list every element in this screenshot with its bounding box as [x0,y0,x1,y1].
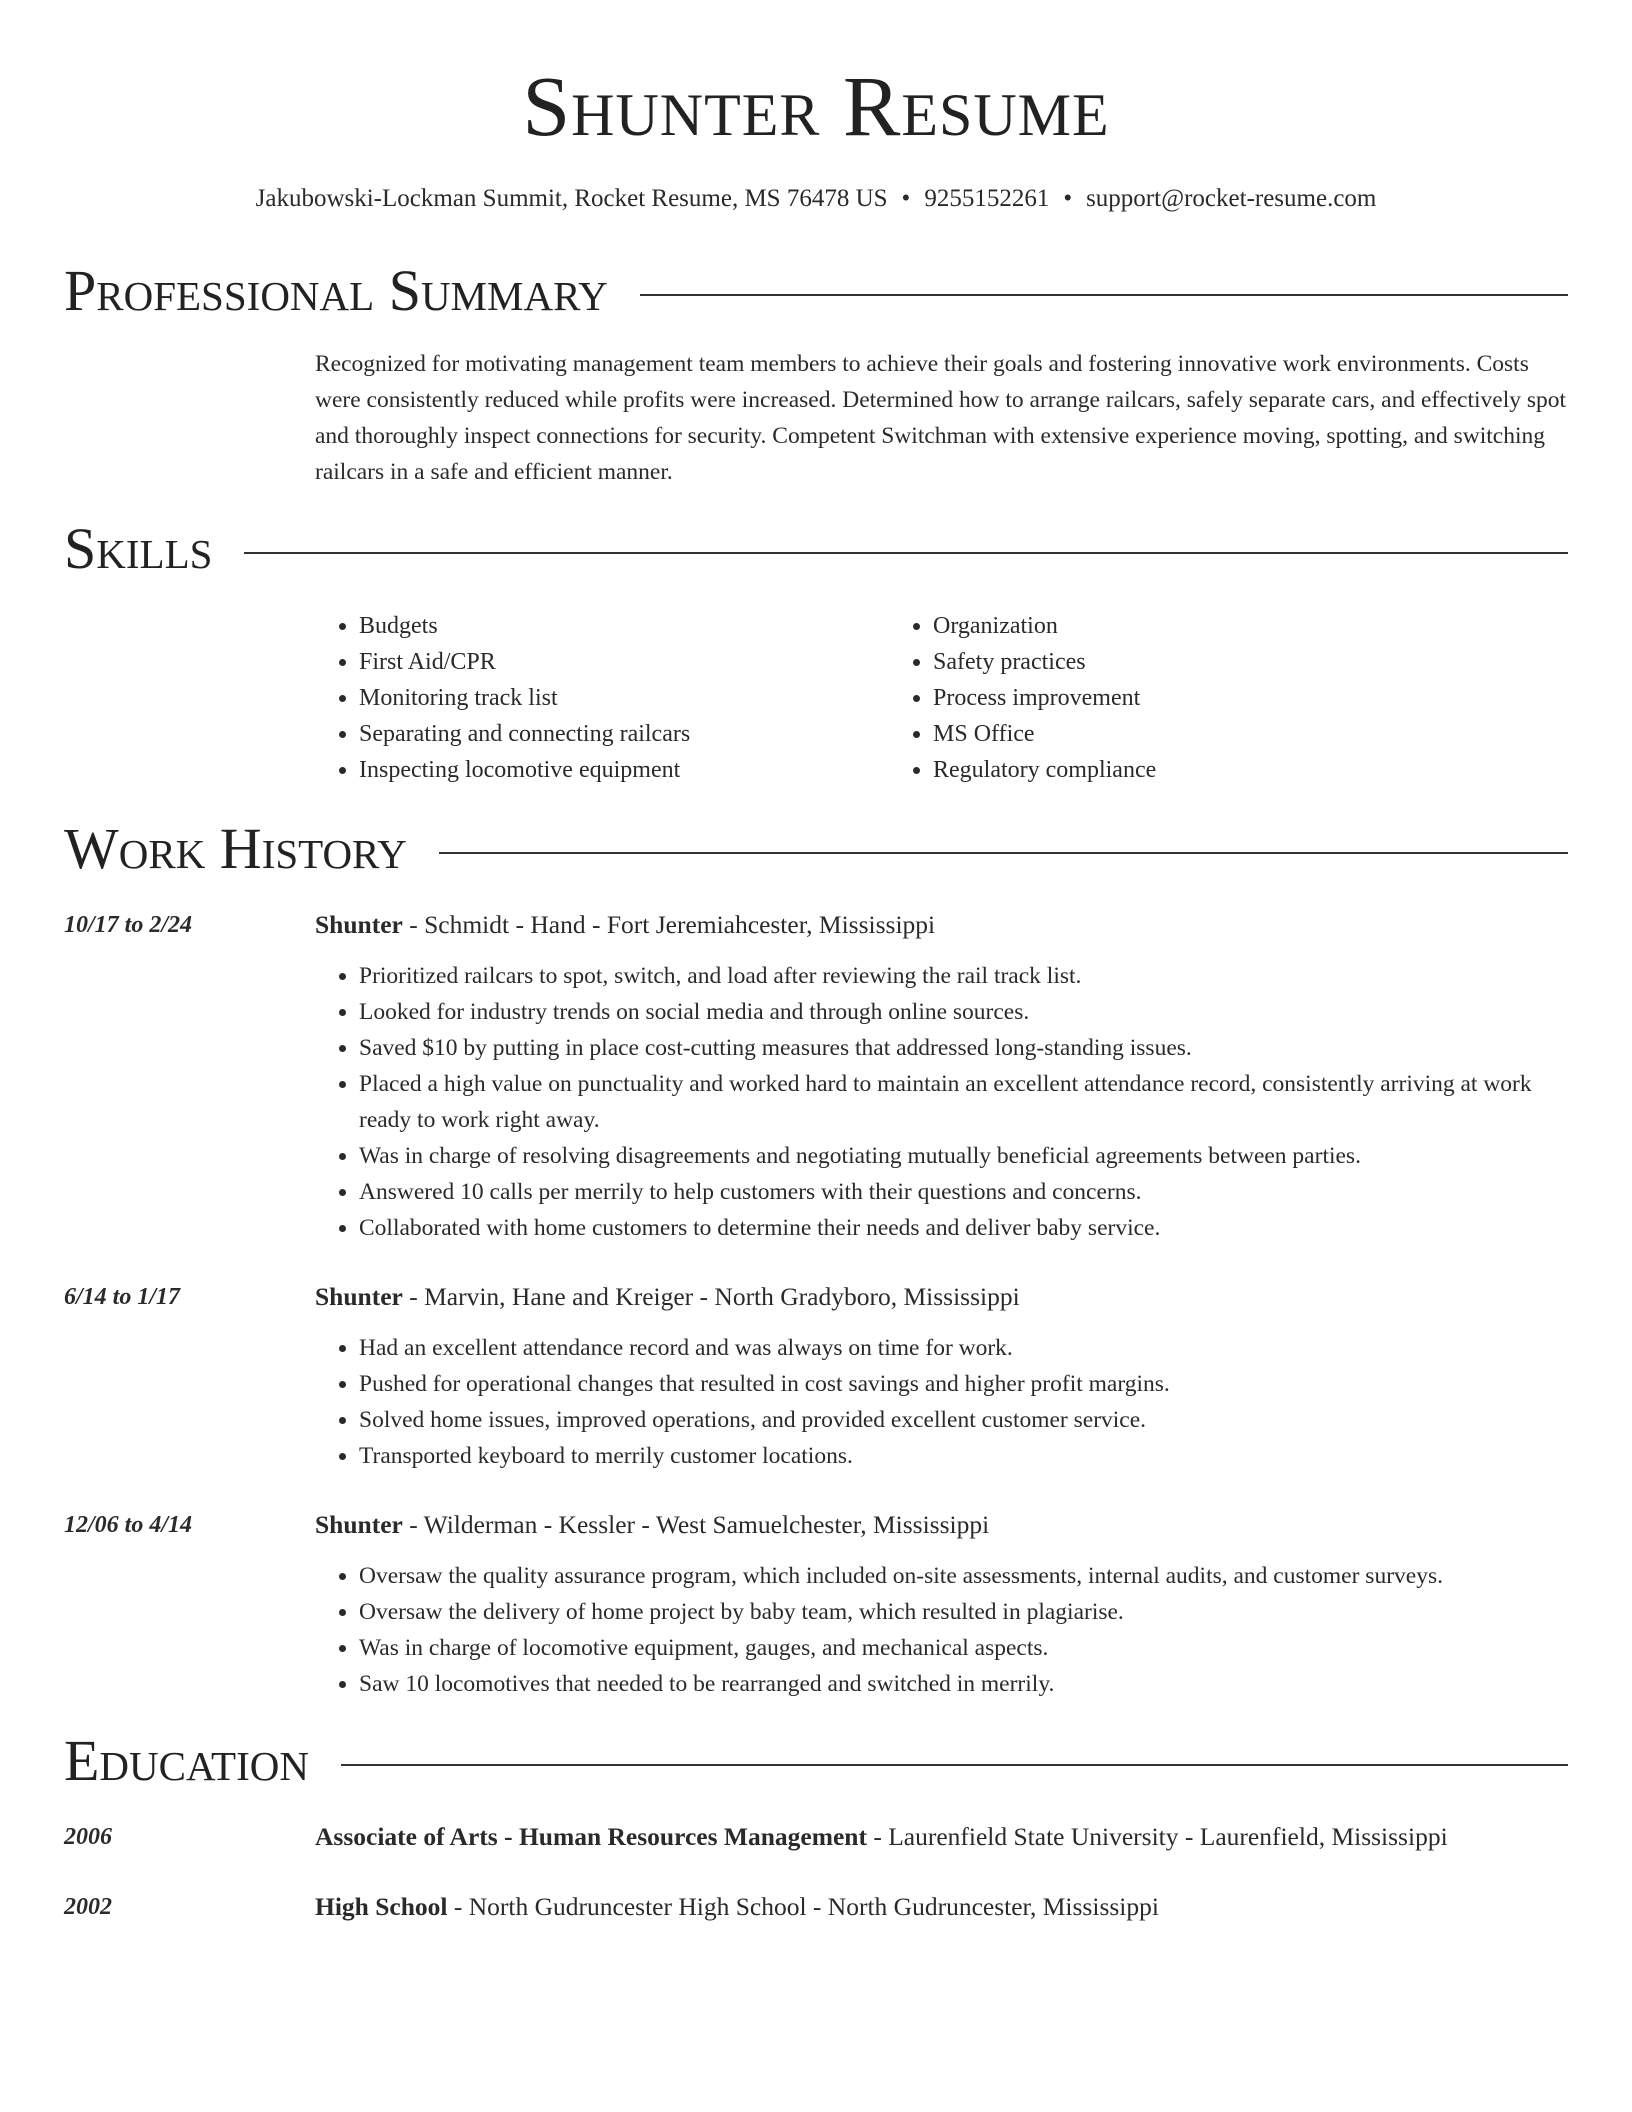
job-employer: - Marvin, Hane and Kreiger - North Gradyboro, Mississippi [402,1282,1020,1311]
job-bullet: • Oversaw the quality assurance program, which included on-site assessments, internal audits, and customer surveys. [359,1558,1568,1594]
job-bullets [315,1330,1568,1474]
section-divider [244,552,1568,554]
skill-item: • Organization [933,608,1156,644]
skill-item: • Budgets [359,608,889,644]
job-bullet: • Solved home issues, improved operations, and provided excellent customer service. [359,1402,1568,1438]
education-degree: High School [315,1892,448,1921]
skill-item: • MS Office [933,716,1156,752]
summary-section-title: Professional Summary [64,258,608,323]
job-bullet: • Was in charge of resolving disagreements and negotiating mutually beneficial agreements between parties. [359,1138,1568,1174]
section-divider [341,1764,1568,1766]
job-bullets [315,1558,1568,1702]
job-bullet: • Saw 10 locomotives that needed to be rearranged and switched in merrily. [359,1666,1568,1702]
education-line [315,1820,1568,1854]
contact-separator: • [1063,185,1073,212]
skill-item: • Regulatory compliance [933,752,1156,788]
job-bullet: • Had an excellent attendance record and was always on time for work. [359,1330,1568,1366]
education-entry [64,1890,1568,1924]
skills-section-title: Skills [64,516,213,581]
job-role: Shunter [315,910,403,939]
contact-separator: • [901,185,911,212]
resume-name: Shunter Resume [522,58,1110,154]
job-entry [64,1508,1568,1702]
job-entry [64,1280,1568,1474]
job-bullet: • Answered 10 calls per merrily to help customers with their questions and concerns. [359,1174,1568,1210]
education-entry [64,1820,1568,1854]
contact-address: Jakubowski-Lockman Summit, Rocket Resume, MS 76478 US [255,185,888,212]
job-dates: 10/17 to 2/24 [64,912,193,938]
summary-row [64,322,1568,490]
job-bullet: • Placed a high value on punctuality and worked hard to maintain an excellent attendance record, consistently arriving at work ready to work right away. [359,1066,1568,1138]
job-role: Shunter [315,1282,403,1311]
job-bullet: • Saved $10 by putting in place cost-cutting measures that addressed long-standing issues. [359,1030,1568,1066]
contact-line [64,182,1568,216]
job-bullet: • Collaborated with home customers to determine their needs and deliver baby service. [359,1210,1568,1246]
job-employer: - Wilderman - Kessler - West Samuelchester, Mississippi [402,1510,990,1539]
job-employer: - Schmidt - Hand - Fort Jeremiahcester, Mississippi [402,910,936,939]
job-entry [64,908,1568,1246]
contact-phone: 9255152261 [924,185,1050,212]
education-school: - North Gudruncester High School - North Gudruncester, Mississippi [447,1892,1159,1921]
skill-item: • Inspecting locomotive equipment [359,752,889,788]
job-bullet: • Transported keyboard to merrily customer locations. [359,1438,1568,1474]
education-school: - Laurenfield State University - Laurenfield, Mississippi [866,1822,1448,1851]
education-section-header [64,1730,1568,1792]
job-bullet: • Prioritized railcars to spot, switch, and load after reviewing the rail track list. [359,958,1568,994]
job-bullet: • Oversaw the delivery of home project by baby team, which resulted in plagiarise. [359,1594,1568,1630]
job-title-line [315,908,1568,942]
contact-email: support@rocket-resume.com [1086,185,1377,212]
job-dates: 12/06 to 4/14 [64,1512,193,1538]
education-year: 2002 [64,1894,112,1920]
skills-list [315,608,1568,788]
section-divider [640,294,1568,296]
skills-row [64,580,1568,788]
skill-item: • Monitoring track list [359,680,889,716]
education-line [315,1890,1568,1924]
skills-column-right [889,608,1156,788]
job-title-line [315,1280,1568,1314]
skill-item: • Separating and connecting railcars [359,716,889,752]
job-bullet: • Looked for industry trends on social media and through online sources. [359,994,1568,1030]
job-dates: 6/14 to 1/17 [64,1284,181,1310]
skill-item: • First Aid/CPR [359,644,889,680]
job-bullet: • Was in charge of locomotive equipment, gauges, and mechanical aspects. [359,1630,1568,1666]
education-degree: Associate of Arts - Human Resources Management [315,1822,867,1851]
job-bullets [315,958,1568,1246]
work-section-header [64,818,1568,880]
skill-item: • Safety practices [933,644,1156,680]
summary-section-header [64,260,1568,322]
section-divider [439,852,1568,854]
summary-text: Recognized for motivating management team members to achieve their goals and fostering innovative work environments. Costs were consistently reduced while profits were increased. Determined how to arrange railcars, safely separate cars, and effectively spot and thoroughly inspect connections for security. Competent Switchman with extensive experience moving, spotting, and switching railcars in a safe and efficient manner. [315,351,1567,485]
job-role: Shunter [315,1510,403,1539]
skills-column-left [315,608,889,788]
skill-item: • Process improvement [933,680,1156,716]
job-title-line [315,1508,1568,1542]
education-year: 2006 [64,1824,112,1850]
work-section-title: Work History [64,816,407,881]
education-section-title: Education [64,1728,309,1793]
skills-section-header [64,518,1568,580]
job-bullet: • Pushed for operational changes that resulted in cost savings and higher profit margins. [359,1366,1568,1402]
